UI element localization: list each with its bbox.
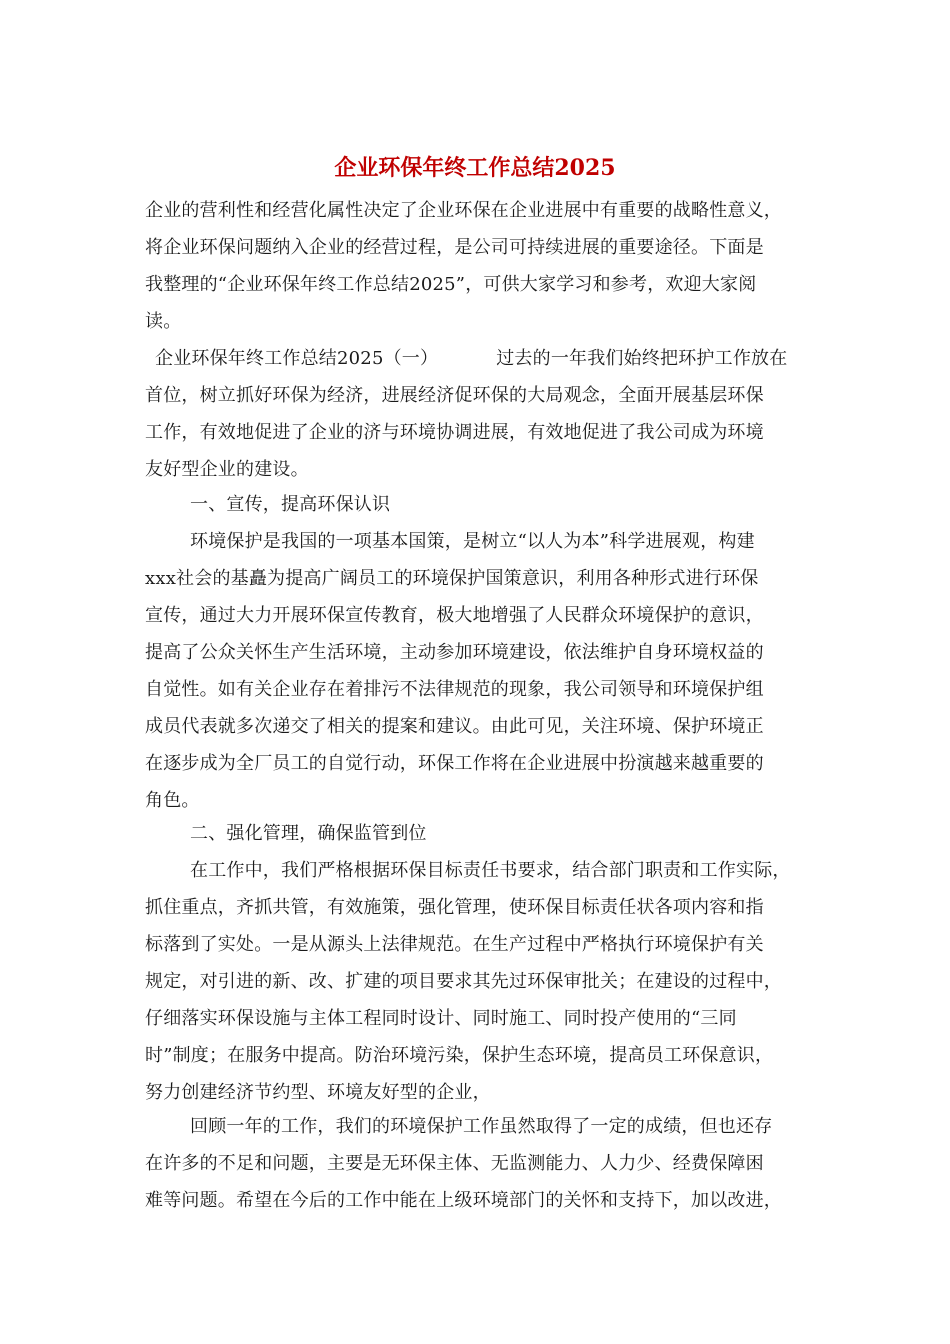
section-two-line: 标落到了实处。一是从源头上法律规范。在生产过程中严格执行环境保护有关 bbox=[145, 934, 764, 955]
section-one-line: 成员代表就多次递交了相关的提案和建议。由此可见，关注环境、保护环境正 bbox=[145, 716, 764, 737]
review-paragraph bbox=[145, 1108, 835, 1219]
section-two-line: 规定，对引进的新、改、扩建的项目要求其先过环保审批关；在建设的过程中， bbox=[145, 971, 782, 992]
part-one-line: 首位，树立抓好环保为经济，进展经济促环保的大局观念，全面开展基层环保 bbox=[145, 385, 764, 406]
section-two-line: 抓住重点，齐抓共管，有效施策，强化管理，使环保目标责任状各项内容和指 bbox=[145, 897, 764, 918]
intro-line: 企业的营利性和经营化属性决定了企业环保在企业进展中有重要的战略性意义， bbox=[145, 200, 782, 221]
intro-paragraph bbox=[145, 192, 835, 340]
review-line: 在许多的不足和问题，主要是无环保主体、无监测能力、人力少、经费保障困 bbox=[145, 1153, 764, 1174]
section-two-line: 努力创建经济节约型、环境友好型的企业， bbox=[145, 1082, 491, 1103]
intro-line: 将企业环保问题纳入企业的经营过程，是公司可持续进展的重要途径。下面是 bbox=[145, 237, 764, 258]
part-one-heading: 企业环保年终工作总结2025（一） bbox=[155, 348, 439, 369]
part-one-paragraph bbox=[145, 340, 835, 488]
section-one-line: 宣传，通过大力开展环保宣传教育，极大地增强了人民群众环境保护的意识， bbox=[145, 605, 764, 626]
part-one-line: 工作，有效地促进了企业的济与环境协调进展，有效地促进了我公司成为环境 bbox=[145, 422, 764, 443]
section-one-heading: 一、宣传，提高环保认识 bbox=[190, 494, 391, 515]
section-two bbox=[145, 815, 835, 1111]
section-one-line: 在逐步成为全厂员工的自觉行动，环保工作将在企业进展中扮演越来越重要的 bbox=[145, 753, 764, 774]
intro-line: 读。 bbox=[145, 311, 182, 332]
intro-line: 我整理的“企业环保年终工作总结2025”，可供大家学习和参考，欢迎大家阅 bbox=[145, 274, 757, 295]
section-one-line: 自觉性。如有关企业存在着排污不法律规范的现象，我公司领导和环境保护组 bbox=[145, 679, 764, 700]
part-one-line: 友好型企业的建设。 bbox=[145, 459, 309, 480]
section-one-line: 提高了公众关怀生产生活环境，主动参加环境建设，依法维护自身环境权益的 bbox=[145, 642, 764, 663]
section-one-line: xxx社会的基矗为提高广阔员工的环境保护国策意识，利用各种形式进行环保 bbox=[145, 568, 759, 589]
section-one-line: 角色。 bbox=[145, 790, 200, 811]
section-two-line: 仔细落实环保设施与主体工程同时设计、同时施工、同时投产使用的“三同 bbox=[145, 1008, 737, 1029]
section-two-line: 时”制度；在服务中提高。防治环境污染，保护生态环境，提高员工环保意识， bbox=[145, 1045, 774, 1066]
section-one bbox=[145, 486, 835, 819]
section-two-line: 在工作中，我们严格根据环保目标责任书要求，结合部门职责和工作实际， bbox=[190, 860, 791, 881]
part-one-first-line-rest: 过去的一年我们始终把环护工作放在 bbox=[496, 348, 788, 369]
section-one-line: 环境保护是我国的一项基本国策，是树立“以人为本”科学进展观，构建 bbox=[190, 531, 755, 552]
review-line: 回顾一年的工作，我们的环境保护工作虽然取得了一定的成绩，但也还存 bbox=[190, 1116, 773, 1137]
part-one-first-line bbox=[145, 340, 835, 377]
document-title: 企业环保年终工作总结2025 bbox=[334, 155, 616, 181]
review-line: 难等问题。希望在今后的工作中能在上级环境部门的关怀和支持下，加以改进， bbox=[145, 1190, 782, 1211]
section-two-heading: 二、强化管理，确保监管到位 bbox=[190, 823, 427, 844]
